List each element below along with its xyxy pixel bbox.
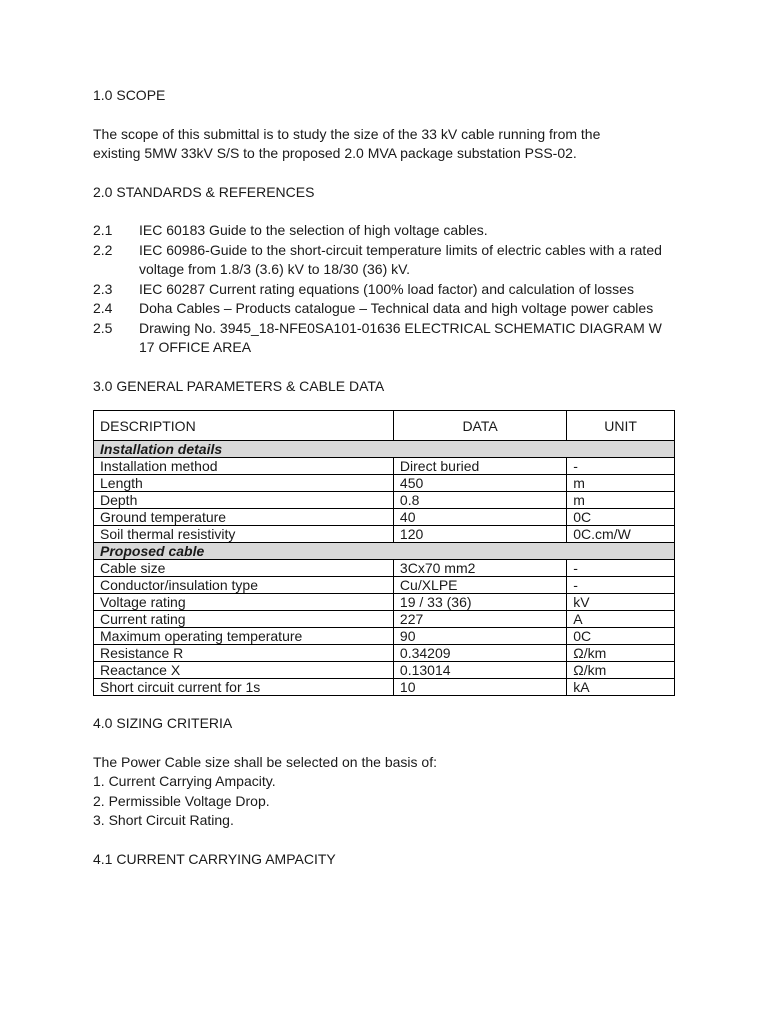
reference-text: Doha Cables – Products catalogue – Technical data and high voltage power cables	[139, 300, 654, 316]
reference-number: 2.2	[93, 241, 113, 258]
cell-unit: -	[567, 560, 675, 577]
table-section-row	[94, 543, 675, 560]
sizing-intro: The Power Cable size shall be selected on the basis of:	[93, 753, 437, 770]
column-header-data: DATA	[393, 411, 566, 441]
cell-unit: 0C	[567, 509, 675, 526]
section-title-proposed-cable: Proposed cable	[94, 543, 675, 560]
cell-data: 10	[393, 679, 566, 696]
cell-data: 450	[393, 475, 566, 492]
section-heading-standards: 2.0 STANDARDS & REFERENCES	[93, 183, 315, 200]
cell-unit: Ω/km	[567, 645, 675, 662]
cell-unit: m	[567, 492, 675, 509]
cell-unit: kA	[567, 679, 675, 696]
table-section-row	[94, 441, 675, 458]
table-row	[94, 560, 675, 577]
table-row	[94, 475, 675, 492]
cell-description: Short circuit current for 1s	[94, 679, 394, 696]
cell-description: Resistance R	[94, 645, 394, 662]
reference-text: IEC 60183 Guide to the selection of high voltage cables.	[139, 222, 488, 238]
table-row	[94, 577, 675, 594]
table-row	[94, 594, 675, 611]
cell-data: 19 / 33 (36)	[393, 594, 566, 611]
cell-data: Cu/XLPE	[393, 577, 566, 594]
reference-list	[93, 221, 675, 358]
cell-data: 3Cx70 mm2	[393, 560, 566, 577]
cell-description: Installation method	[94, 458, 394, 475]
cell-data: 0.8	[393, 492, 566, 509]
cell-data: 120	[393, 526, 566, 543]
reference-item	[93, 241, 675, 280]
cell-data: 227	[393, 611, 566, 628]
criteria-item: 3. Short Circuit Rating.	[93, 812, 234, 828]
reference-number: 2.1	[93, 222, 113, 238]
table-row	[94, 611, 675, 628]
cell-description: Soil thermal resistivity	[94, 526, 394, 543]
criteria-item: 1. Current Carrying Ampacity.	[93, 773, 276, 789]
document-page	[93, 86, 675, 869]
cell-unit: -	[567, 458, 675, 475]
table-row	[94, 526, 675, 543]
section-title-installation: Installation details	[94, 441, 675, 458]
reference-item	[93, 319, 675, 358]
table-header-row	[94, 411, 675, 441]
cell-data: 0.13014	[393, 662, 566, 679]
cell-data: 90	[393, 628, 566, 645]
reference-text: IEC 60986-Guide to the short-circuit temperature limits of electric cables with a rated voltage from 1.8/3 (3.6) kV to 18/30 (36) kV.	[139, 241, 662, 277]
column-header-description: DESCRIPTION	[94, 411, 394, 441]
section-heading-current-ampacity: 4.1 CURRENT CARRYING AMPACITY	[93, 850, 336, 867]
scope-line-1: The scope of this submittal is to study the size of the 33 kV cable running from the	[93, 125, 601, 142]
table-row	[94, 458, 675, 475]
cell-unit: m	[567, 475, 675, 492]
table-row	[94, 645, 675, 662]
reference-number: 2.4	[93, 300, 113, 316]
reference-number: 2.3	[93, 280, 113, 297]
cell-description: Current rating	[94, 611, 394, 628]
cell-description: Ground temperature	[94, 509, 394, 526]
reference-text: IEC 60287 Current rating equations (100% load factor) and calculation of losses	[139, 280, 634, 297]
table-row	[94, 509, 675, 526]
section-heading-sizing-criteria: 4.0 SIZING CRITERIA	[93, 715, 233, 731]
cable-data-table	[93, 410, 675, 696]
cell-unit: Ω/km	[567, 662, 675, 679]
cell-data: 40	[393, 509, 566, 526]
cell-unit: 0C.cm/W	[567, 526, 675, 543]
cell-description: Voltage rating	[94, 594, 394, 611]
table-row	[94, 492, 675, 509]
table-row	[94, 679, 675, 696]
cell-unit: 0C	[567, 628, 675, 645]
cell-description: Maximum operating temperature	[94, 628, 394, 645]
reference-text: Drawing No. 3945_18-NFE0SA101-01636 ELECTRICAL SCHEMATIC DIAGRAM W 17 OFFICE AREA	[139, 319, 662, 355]
cell-description: Length	[94, 475, 394, 492]
scope-line-2: existing 5MW 33kV S/S to the proposed 2.0 MVA package substation PSS-02.	[93, 145, 577, 161]
cell-description: Depth	[94, 492, 394, 509]
reference-number: 2.5	[93, 319, 113, 336]
cell-description: Conductor/insulation type	[94, 577, 394, 594]
column-header-unit: UNIT	[567, 411, 675, 441]
reference-item	[93, 280, 675, 300]
cell-data: 0.34209	[393, 645, 566, 662]
cell-description: Cable size	[94, 560, 394, 577]
cell-unit: kV	[567, 594, 675, 611]
reference-item	[93, 299, 675, 319]
table-row	[94, 662, 675, 679]
criteria-item: 2. Permissible Voltage Drop.	[93, 792, 270, 809]
table-row	[94, 628, 675, 645]
section-heading-general-parameters: 3.0 GENERAL PARAMETERS & CABLE DATA	[93, 377, 385, 394]
cell-unit: A	[567, 611, 675, 628]
reference-item	[93, 221, 675, 241]
scope-paragraph	[93, 125, 675, 164]
cell-data: Direct buried	[393, 458, 566, 475]
cell-unit: -	[567, 577, 675, 594]
section-heading-scope: 1.0 SCOPE	[93, 87, 166, 103]
cell-description: Reactance X	[94, 662, 394, 679]
